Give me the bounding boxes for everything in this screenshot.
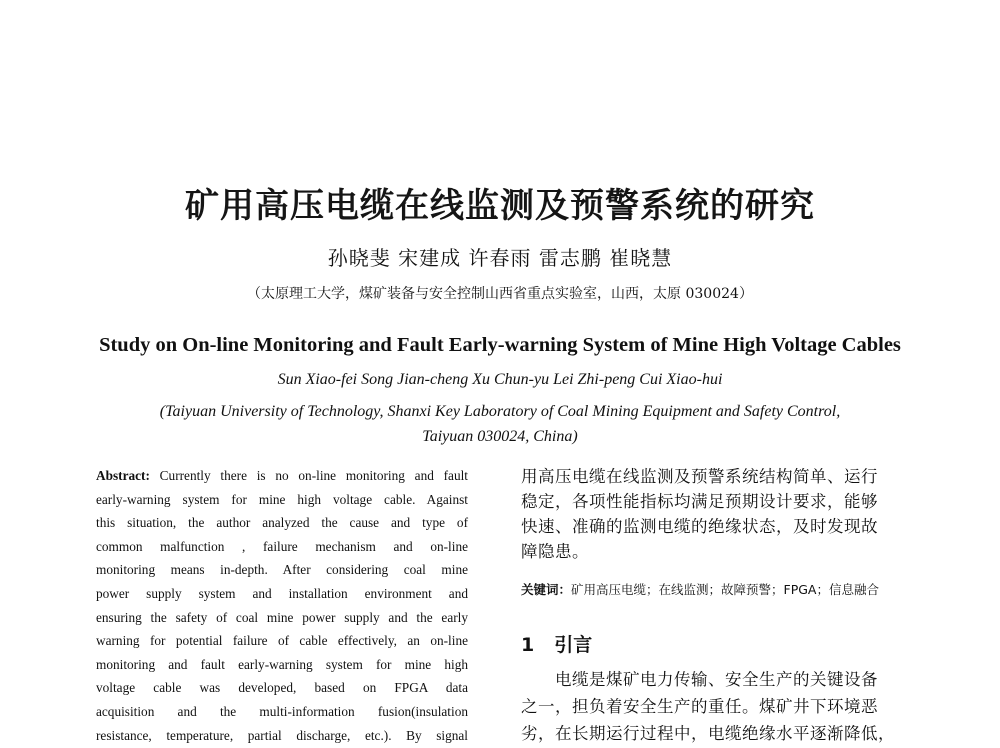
keywords [521, 579, 893, 601]
keywords-label: 关键词： [521, 582, 572, 597]
abstract-line: Abstract: Currently there is no on-line monitoring and fault [96, 468, 468, 483]
introduction-text [521, 666, 893, 747]
chinese-abstract-line: 用高压电缆在线监测及预警系统结构简单、运行 [521, 467, 878, 486]
chinese-affiliation: （太原理工大学，煤矿装备与安全控制山西省重点实验室，山西，太原 030024） [247, 286, 753, 302]
abstract-line: monitoring means in-depth. After considering coal mine [96, 562, 468, 578]
keywords-text: 矿用高压电缆；在线监测；故障预警；FPGA；信息融合 [571, 582, 879, 597]
english-affiliation-line-2: Taiyuan 030024, China) [422, 428, 578, 445]
abstract-line: ensuring the safety of coal mine power supply and the early [96, 609, 468, 625]
abstract-line: voltage cable was developed, based on FPGA data [96, 680, 468, 696]
abstract-line: power supply system and installation environment and [96, 585, 468, 601]
english-authors: Sun Xiao-fei Song Jian-cheng Xu Chun-yu Lei Zhi-peng Cui Xiao-hui [277, 371, 723, 388]
intro-line: 之一，担负着安全生产的重任。煤矿井下环境恶 [521, 697, 878, 716]
chinese-abstract-line: 障隐患。 [521, 542, 589, 561]
chinese-abstract-line: 快速、准确的监测电缆的绝缘状态，及时发现故 [521, 517, 878, 536]
chinese-title: 矿用高压电缆在线监测及预警系统的研究 [185, 186, 815, 226]
english-abstract [96, 464, 468, 747]
abstract-line: warning for potential failure of cable effectively, an on-line [96, 633, 468, 649]
abstract-label: Abstract: [96, 468, 150, 483]
abstract-line: resistance, temperature, partial discharge, etc.). By signal [96, 727, 468, 743]
section-title: 引言 [554, 634, 593, 656]
abstract-line: common malfunction , failure mechanism and on-line [96, 538, 468, 554]
english-affiliation [0, 399, 1000, 449]
chinese-abstract-tail [521, 464, 893, 564]
chinese-authors: 孙晓斐 宋建成 许春雨 雷志鹏 崔晓慧 [327, 246, 673, 270]
section-number: 1 [521, 634, 535, 656]
intro-line: 电缆是煤矿电力传输、安全生产的关键设备 [555, 670, 878, 689]
right-column [521, 464, 895, 743]
abstract-line: monitoring and fault early-warning system for mine high [96, 656, 468, 672]
abstract-line: early-warning system for mine high voltage cable. Against [96, 491, 468, 507]
section-heading [521, 630, 592, 657]
abstract-line: this situation, the author analyzed the cause and type of [96, 515, 468, 531]
english-title: Study on On-line Monitoring and Fault Early-warning System of Mine High Voltage Cables [99, 334, 901, 356]
intro-line: 劣，在长期运行过程中，电缆绝缘水平逐渐降低， [521, 724, 895, 743]
abstract-line: acquisition and the multi-information fusion(insulation [96, 703, 468, 719]
english-affiliation-line-1: (Taiyuan University of Technology, Shanxi Key Laboratory of Coal Mining Equipment and Safety Control, [159, 403, 841, 420]
chinese-abstract-line: 稳定，各项性能指标均满足预期设计要求，能够 [521, 492, 878, 511]
